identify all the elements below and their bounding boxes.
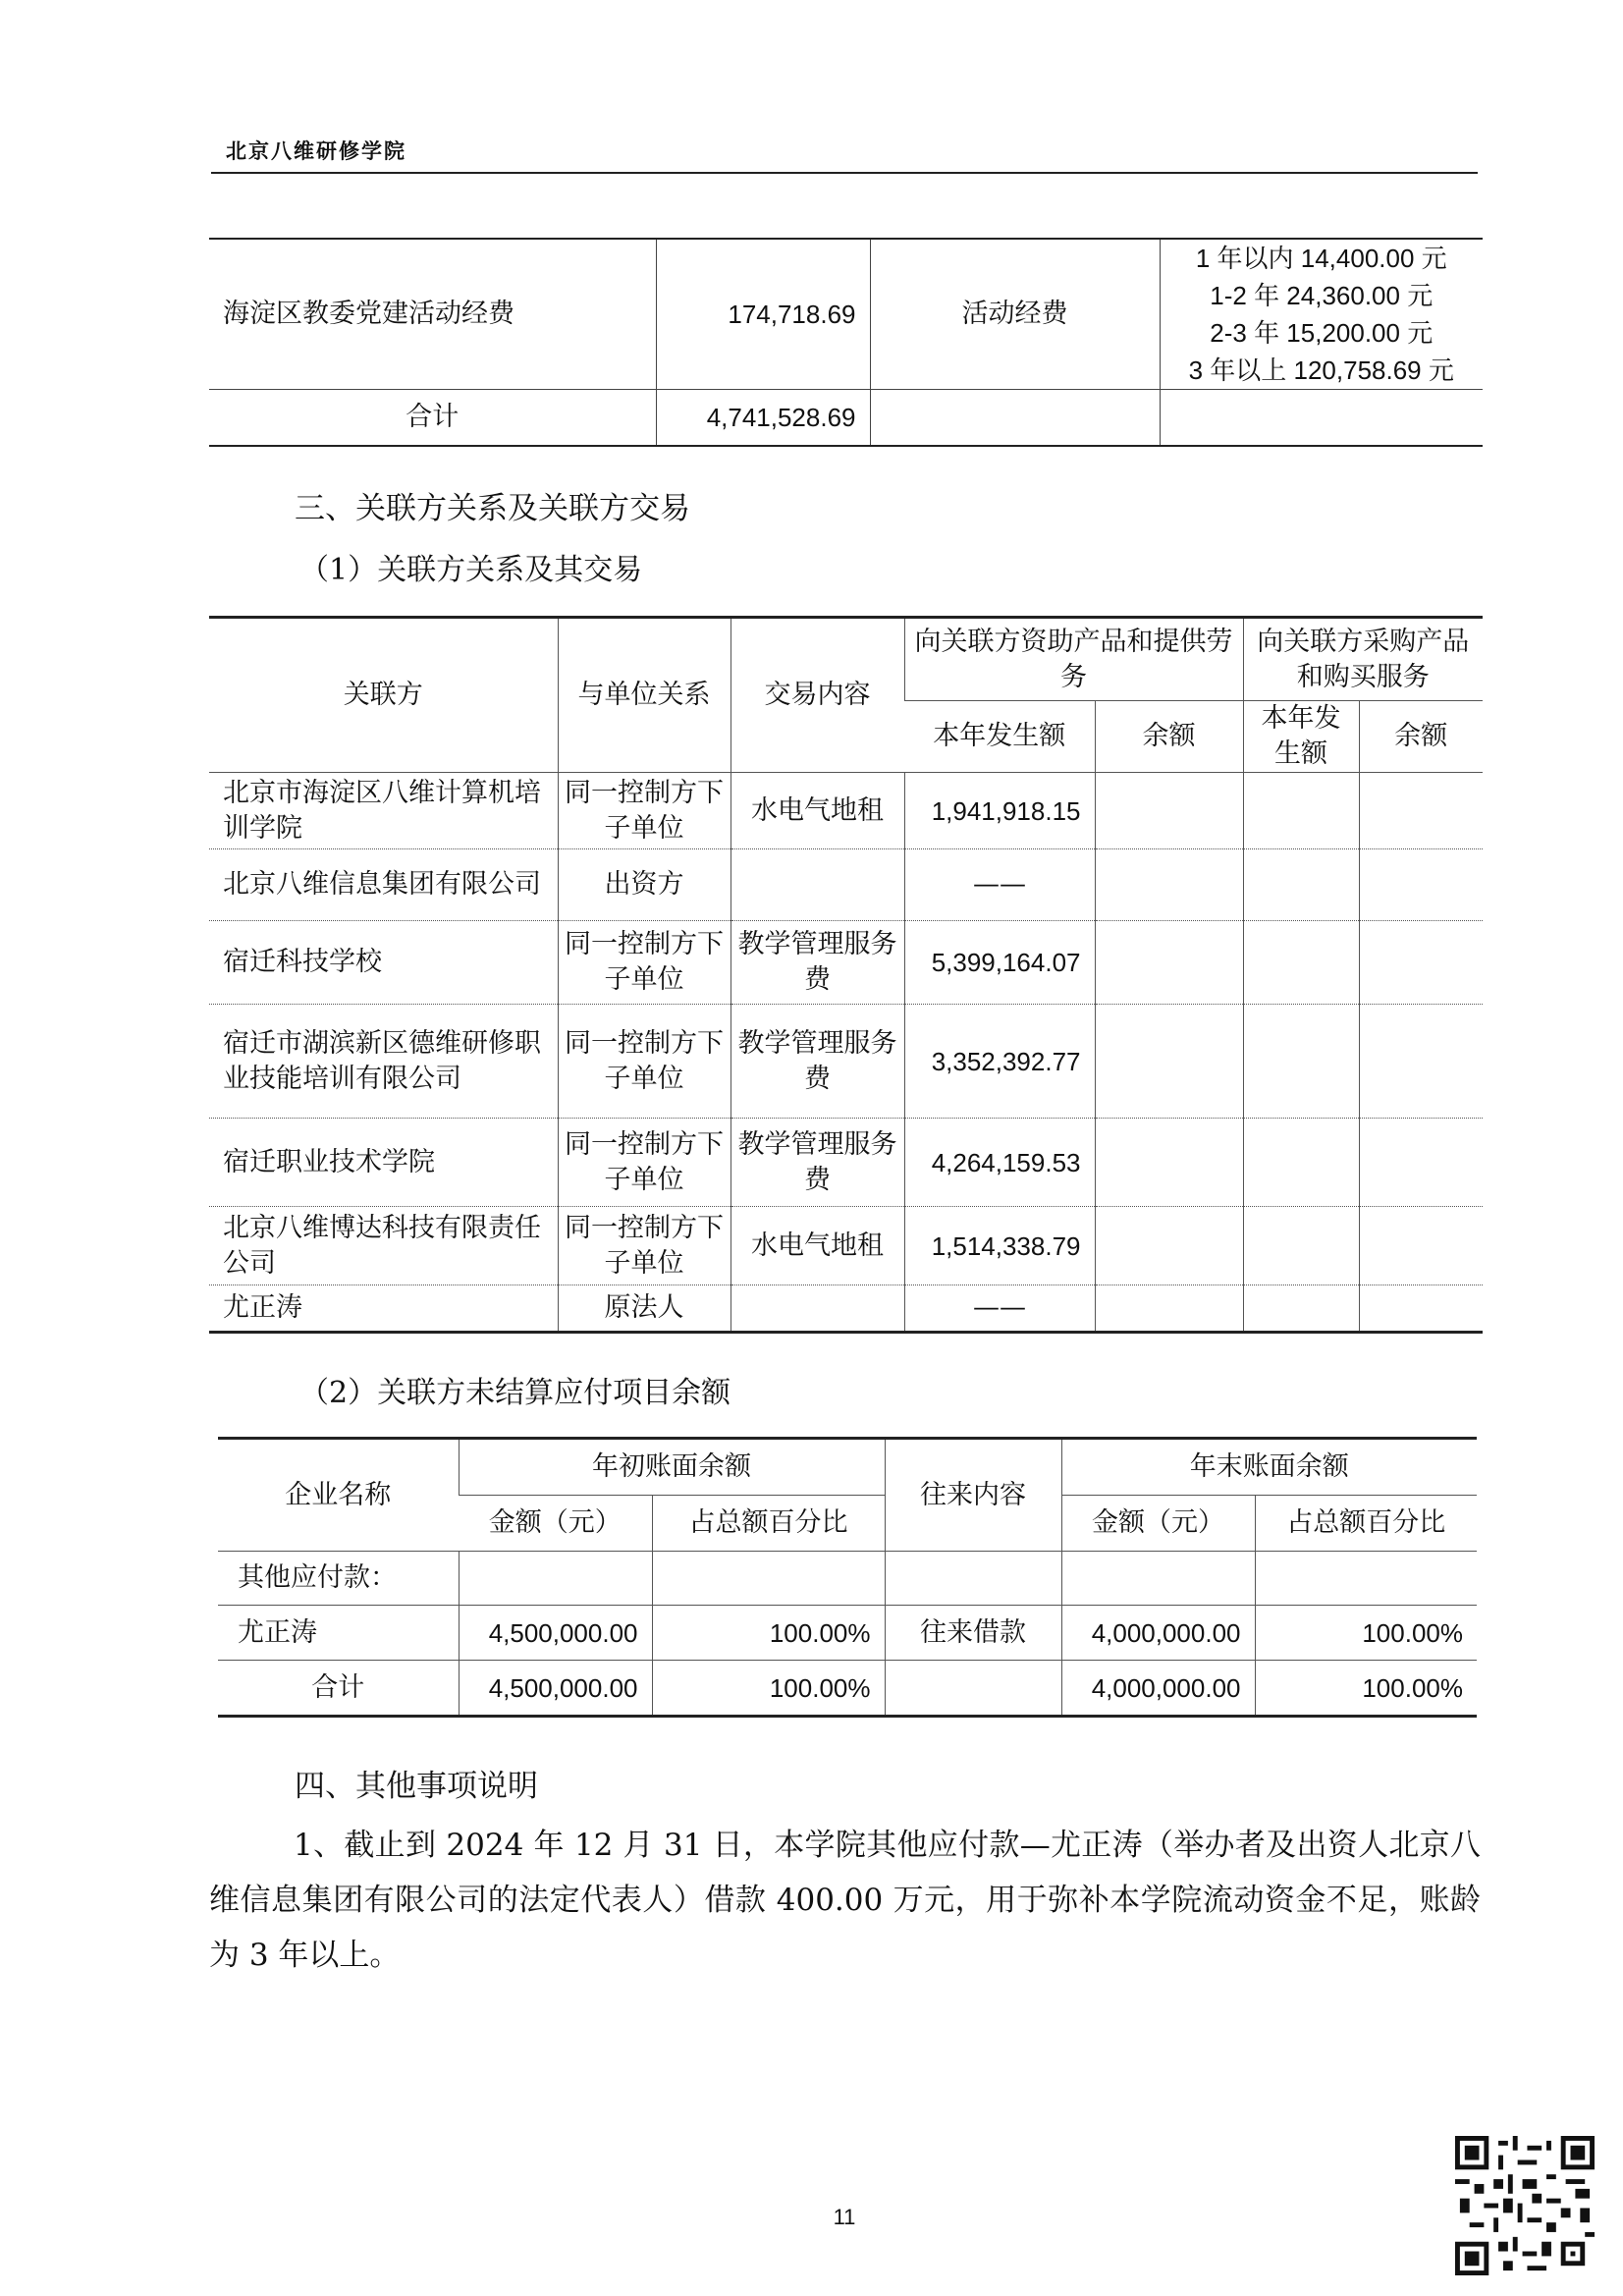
cell-current: 5,399,164.07 [904,921,1095,1005]
cell-party: 宿迁职业技术学院 [209,1119,558,1207]
cell-close-pct: 100.00% [1255,1661,1477,1717]
cell-empty [1243,1005,1359,1119]
section4-title: 四、其他事项说明 [295,1769,538,1804]
cell-relation: 原法人 [558,1285,730,1333]
col-balance: 余额 [1095,701,1243,773]
header-org: 北京八维研修学院 [226,139,406,163]
table-row [209,239,1483,390]
table-header-row [218,1439,1477,1496]
col-current2: 本年发生额 [1243,701,1359,773]
related-party-table [209,616,1483,1334]
cell-current: 1,514,338.79 [904,1207,1095,1285]
col-opening: 年初账面余额 [459,1439,885,1496]
cell-nature: 活动经费 [870,239,1160,390]
cell-close-pct: 100.00% [1255,1606,1477,1661]
cell-party: 尤正涛 [209,1285,558,1333]
col-company: 企业名称 [218,1439,459,1552]
cell-content [730,1285,904,1333]
cell-company: 其他应付款： [218,1552,459,1606]
table-row [209,921,1483,1005]
cell-empty [1095,1119,1243,1207]
cell-relation: 同一控制方下子单位 [558,1207,730,1285]
col-current: 本年发生额 [904,701,1095,773]
cell-relation: 同一控制方下子单位 [558,1119,730,1207]
section3-sub2: （2）关联方未结算应付项目余额 [299,1376,731,1410]
cell-open-pct: 100.00% [652,1661,885,1717]
aging-line: 1 年以内 14,400.00 元 [1195,244,1447,273]
cell-empty [1243,849,1359,921]
cell-empty [1359,1285,1483,1333]
col-content: 交易内容 [730,618,904,773]
table-row [209,1005,1483,1119]
cell-empty [1095,1207,1243,1285]
cell-empty [1095,921,1243,1005]
cell-party: 北京八维博达科技有限责任公司 [209,1207,558,1285]
cell-current: —— [904,1285,1095,1333]
cell-relation: 出资方 [558,849,730,921]
col-party: 关联方 [209,618,558,773]
cell-close-pct [1255,1552,1477,1606]
cell-amount: 174,718.69 [656,239,870,390]
aging-line: 1-2 年 24,360.00 元 [1210,281,1434,310]
cell-close-amt: 4,000,000.00 [1061,1606,1255,1661]
section3-sub1: （1）关联方关系及其交易 [299,553,643,587]
table-row [218,1606,1477,1661]
cell-nature [885,1552,1061,1606]
cell-close-amt [1061,1552,1255,1606]
cell-empty [1243,1119,1359,1207]
cell-current: 3,352,392.77 [904,1005,1095,1119]
table-row [209,1119,1483,1207]
cell-nature [870,390,1160,446]
col-nature: 往来内容 [885,1439,1061,1552]
col-sell: 向关联方资助产品和提供劳务 [904,618,1243,701]
cell-empty [1243,921,1359,1005]
aging-line: 3 年以上 120,758.69 元 [1188,355,1454,385]
cell-content: 教学管理服务费 [730,1119,904,1207]
cell-content: 水电气地租 [730,773,904,849]
table-row [209,390,1483,446]
cell-nature: 往来借款 [885,1606,1061,1661]
col-relation: 与单位关系 [558,618,730,773]
cell-open-pct [652,1552,885,1606]
section4-paragraph: 1、截止到 2024 年 12 月 31 日，本学院其他应付款—尤正涛（举办者及出资人北京八维信息集团有限公司的法定代表人）借款 400.00 万元，用于弥补本学院流动资金不足，账龄为 3 年以上。 [209,1828,1481,1973]
cell-empty [1359,921,1483,1005]
cell-relation: 同一控制方下子单位 [558,1005,730,1119]
cell-nature [885,1661,1061,1717]
cell-current: 1,941,918.15 [904,773,1095,849]
col-close-pct: 占总额百分比 [1255,1496,1477,1552]
cell-empty [1359,849,1483,921]
cell-company: 尤正涛 [218,1606,459,1661]
cell-aging [1160,239,1483,390]
table-row [218,1552,1477,1606]
cell-empty [1359,1119,1483,1207]
cell-empty [1359,773,1483,849]
cell-open-amt: 4,500,000.00 [459,1661,652,1717]
cell-name: 合计 [209,390,656,446]
col-closing: 年末账面余额 [1061,1439,1477,1496]
col-open-pct: 占总额百分比 [652,1496,885,1552]
cell-open-amt: 4,500,000.00 [459,1606,652,1661]
cell-empty [1095,849,1243,921]
cell-empty [1243,773,1359,849]
cell-relation: 同一控制方下子单位 [558,773,730,849]
cell-empty [1359,1005,1483,1119]
table-row [218,1661,1477,1717]
cell-empty [1095,1005,1243,1119]
section3-title: 三、关联方关系及关联方交易 [295,491,690,526]
cell-current: —— [904,849,1095,921]
cell-open-amt [459,1552,652,1606]
table-header-row [209,618,1483,701]
cell-empty [1243,1285,1359,1333]
cell-party: 北京市海淀区八维计算机培训学院 [209,773,558,849]
cell-close-amt: 4,000,000.00 [1061,1661,1255,1717]
unsettled-payables-table [218,1437,1477,1718]
cell-content: 教学管理服务费 [730,921,904,1005]
cell-content: 水电气地租 [730,1207,904,1285]
cell-open-pct: 100.00% [652,1606,885,1661]
payables-aging-table [209,238,1483,447]
cell-party: 宿迁科技学校 [209,921,558,1005]
cell-party: 北京八维信息集团有限公司 [209,849,558,921]
qr-code-icon [1455,2136,1595,2275]
header-rule [211,172,1478,174]
aging-line: 2-3 年 15,200.00 元 [1210,318,1434,348]
table-row [209,773,1483,849]
cell-empty [1243,1207,1359,1285]
cell-current: 4,264,159.53 [904,1119,1095,1207]
table-row [209,1285,1483,1333]
cell-content [730,849,904,921]
cell-empty [1095,773,1243,849]
col-buy: 向关联方采购产品和购买服务 [1243,618,1483,701]
cell-name: 海淀区教委党建活动经费 [209,239,656,390]
page-number: 11 [833,2205,856,2229]
table-row [209,1207,1483,1285]
cell-content: 教学管理服务费 [730,1005,904,1119]
table-row [209,849,1483,921]
cell-relation: 同一控制方下子单位 [558,921,730,1005]
cell-company: 合计 [218,1661,459,1717]
cell-amount: 4,741,528.69 [656,390,870,446]
cell-aging [1160,390,1483,446]
cell-empty [1095,1285,1243,1333]
col-balance2: 余额 [1359,701,1483,773]
col-close-amt: 金额（元） [1061,1496,1255,1552]
cell-party: 宿迁市湖滨新区德维研修职业技能培训有限公司 [209,1005,558,1119]
cell-empty [1359,1207,1483,1285]
col-open-amt: 金额（元） [459,1496,652,1552]
